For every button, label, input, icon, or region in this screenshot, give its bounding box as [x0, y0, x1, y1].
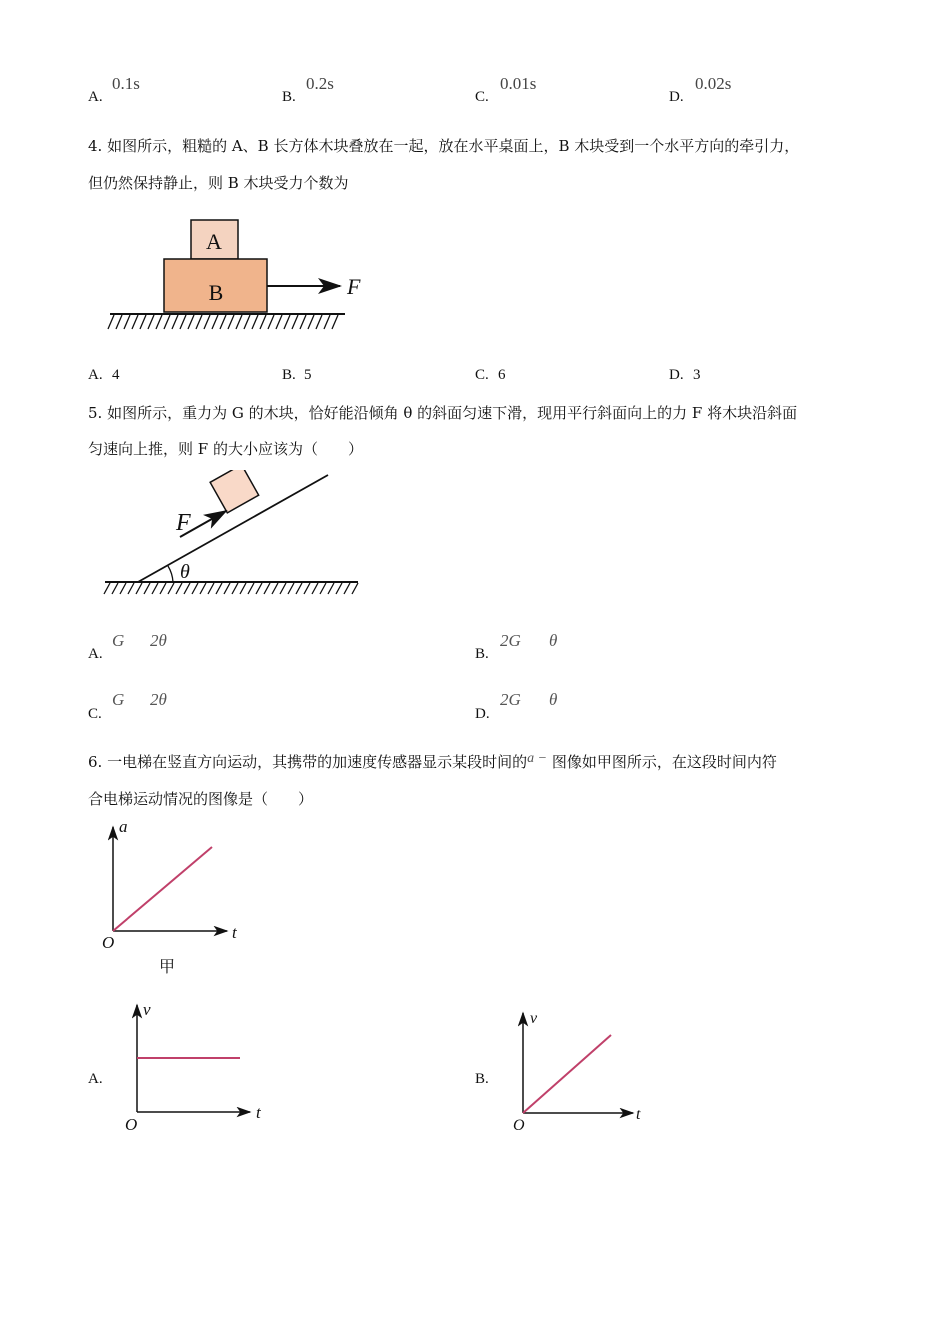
x-axis-label: t: [232, 923, 237, 942]
q4-option-b-label: B.: [282, 367, 296, 383]
ground-hatch: [104, 583, 358, 594]
q3-option-c-value: 0.01s: [500, 74, 537, 93]
q4-option-d-label: D.: [669, 367, 684, 383]
q4-option-c-value: 6: [498, 367, 506, 383]
q5-option-b-v2: θ: [549, 631, 558, 650]
figure-caption: 甲: [158, 959, 176, 976]
q3-option-c-label: C.: [475, 89, 489, 105]
q6-text-line1: [88, 752, 777, 774]
q5-option-a-label: A.: [88, 646, 103, 662]
q5-option-d-v2: θ: [549, 690, 558, 709]
q4-option-a-value: 4: [112, 367, 120, 383]
y-axis-label: a: [119, 817, 128, 836]
block-b-label: B: [208, 280, 224, 305]
q4-text-line2: 但仍然保持静止，则 B 木块受力个数为: [88, 174, 349, 192]
angle-label: θ: [180, 561, 190, 583]
ground-hatch: [108, 315, 338, 329]
q6-option-a-graph: [115, 995, 275, 1140]
q5-option-a-v1: G: [112, 631, 125, 650]
q6-option-b-graph: [505, 1005, 655, 1140]
q4-option-c-label: C.: [475, 367, 489, 383]
q4-option-d-value: 3: [693, 367, 701, 383]
q6-text-line2: 合电梯运动情况的图像是（ ）: [88, 790, 314, 808]
q5-option-c-label: C.: [88, 706, 102, 722]
q5-text-line2: 匀速向上推，则 F 的大小应该为（ ）: [88, 440, 363, 458]
a-t-line: [113, 847, 212, 931]
q4-option-a-label: A.: [88, 367, 103, 383]
q5-option-c-v1: G: [112, 690, 125, 709]
q4-figure: [100, 210, 390, 340]
q3-option-d-label: D.: [669, 89, 684, 105]
x-axis-label: t: [636, 1106, 641, 1123]
q6-text-line1-part1: 6. 一电梯在竖直方向运动，其携带的加速度传感器显示某段时间的: [88, 753, 528, 771]
y-axis-label: v: [530, 1010, 538, 1027]
q5-option-d-label: D.: [475, 706, 490, 722]
q6-option-a-label: A.: [88, 1071, 103, 1087]
q5-text-line1: 5. 如图所示，重力为 G 的木块，恰好能沿倾角 θ 的斜面匀速下滑，现用平行斜面向上的力 F 将木块沿斜面: [88, 404, 798, 422]
q5-option-a-v2: 2θ: [150, 631, 167, 650]
q3-option-b-label: B.: [282, 89, 296, 105]
q6-text-line1-symbol: a −: [527, 751, 548, 766]
q3-option-d-value: 0.02s: [695, 74, 732, 93]
q6-option-b-label: B.: [475, 1071, 489, 1087]
y-axis-label: v: [143, 1000, 151, 1019]
q6-text-line1-part2: 图像如甲图所示，在这段时间内符: [547, 753, 777, 771]
x-axis-label: t: [256, 1103, 261, 1122]
q3-option-a-value: 0.1s: [112, 74, 140, 93]
q5-figure: [100, 470, 370, 600]
q5-option-b-v1: 2G: [500, 631, 521, 650]
q5-option-c-v2: 2θ: [150, 690, 167, 709]
q4-text-line1: 4. 如图所示，粗糙的 A、B 长方体木块叠放在一起，放在水平桌面上，B 木块受到一个水平方向的牵引力，: [88, 137, 800, 155]
force-label: F: [176, 510, 191, 536]
origin-label: O: [102, 933, 115, 952]
incline-block: [210, 470, 259, 513]
force-label: F: [347, 274, 361, 299]
q3-option-b-value: 0.2s: [306, 74, 334, 93]
q3-option-a-label: A.: [88, 89, 103, 105]
origin-label: O: [125, 1115, 138, 1134]
angle-arc: [168, 566, 173, 582]
q5-option-b-label: B.: [475, 646, 489, 662]
q4-option-b-value: 5: [304, 367, 312, 383]
q6-figure-jia: [95, 815, 255, 985]
v-t-line: [523, 1035, 611, 1113]
q5-option-d-v1: 2G: [500, 690, 521, 709]
block-a-label: A: [206, 229, 222, 254]
origin-label: O: [513, 1117, 525, 1134]
